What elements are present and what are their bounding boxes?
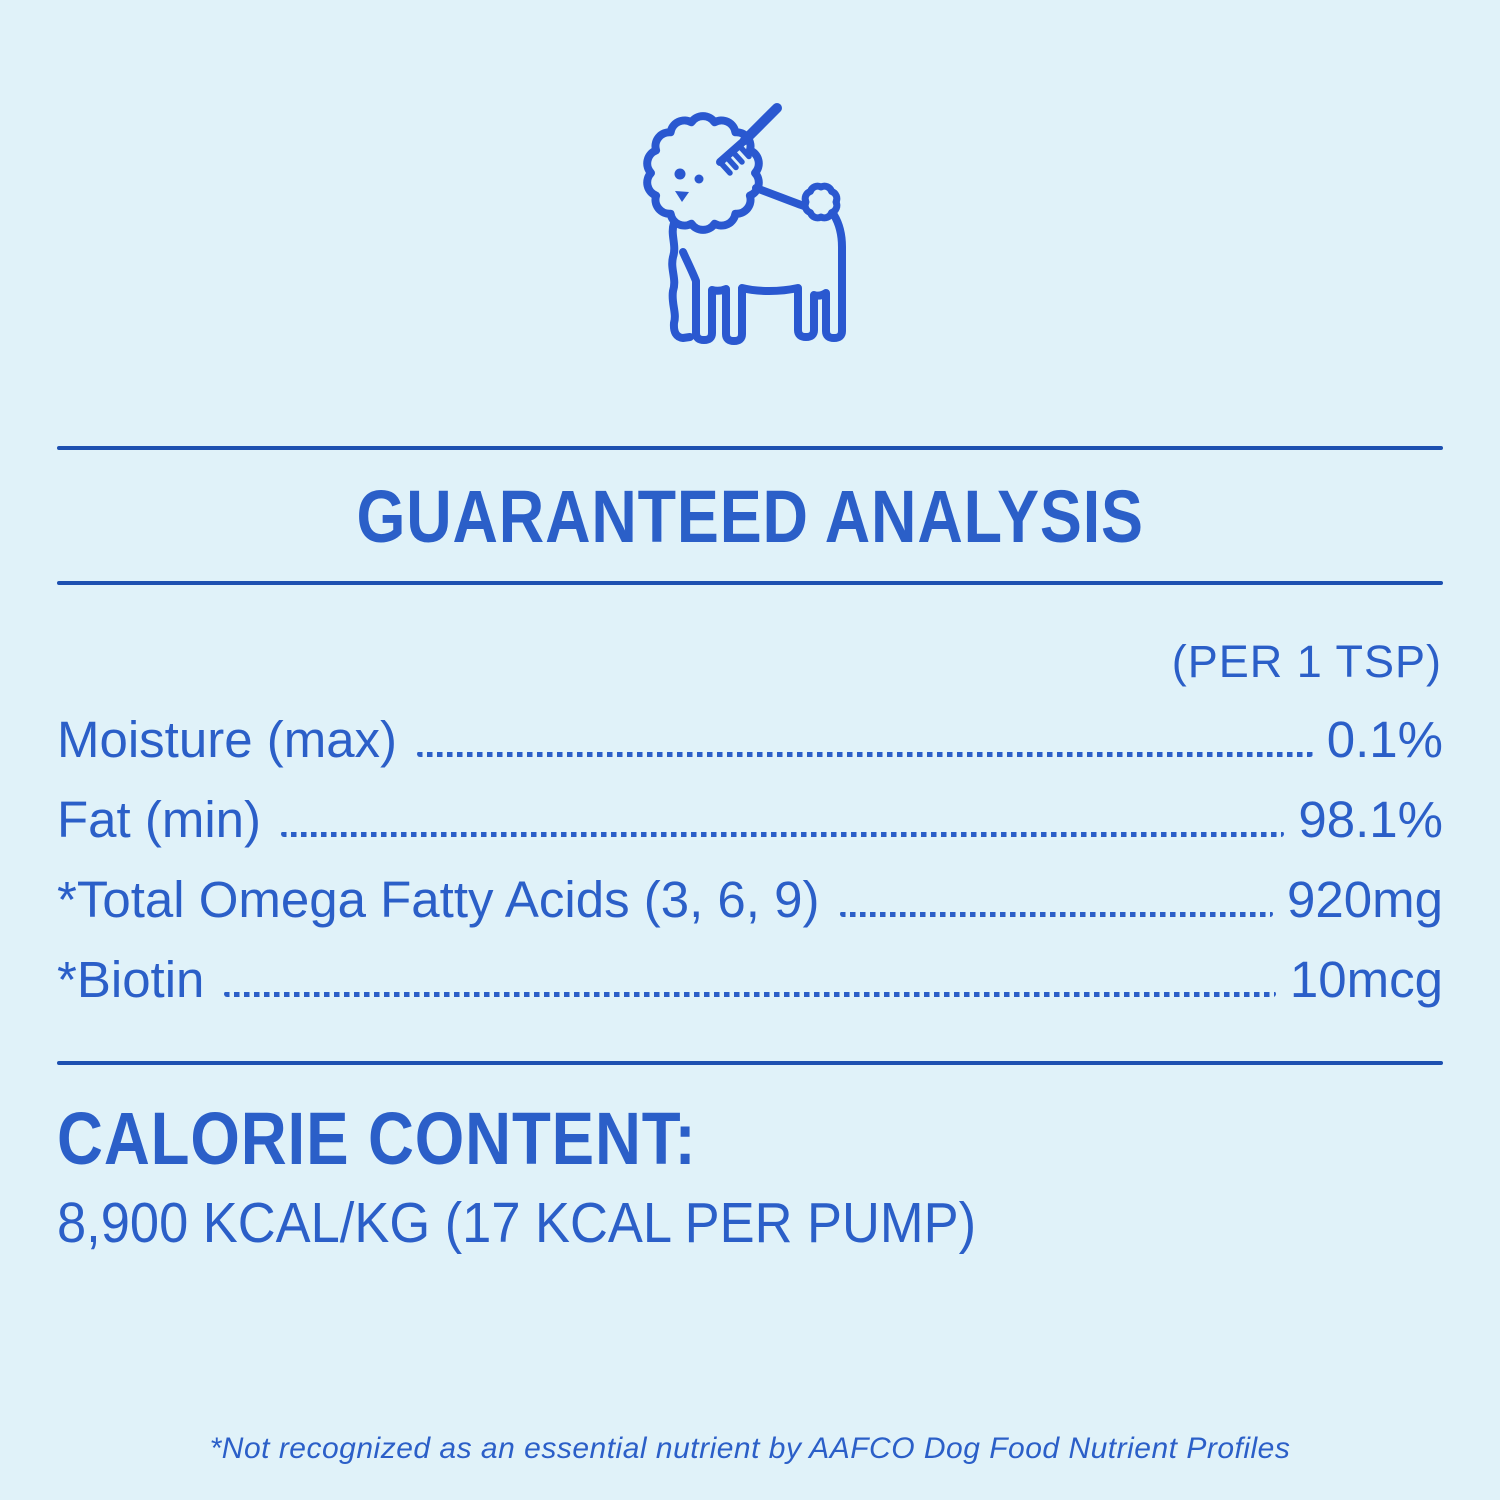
table-row: [57, 700, 1443, 780]
row-label: Fat (min): [57, 791, 261, 848]
table-row: [57, 940, 1443, 1020]
row-label: *Total Omega Fatty Acids (3, 6, 9): [57, 871, 820, 928]
row-value: 0.1%: [1326, 711, 1443, 768]
dotted-leader: [281, 831, 1284, 837]
divider-top: [57, 446, 1443, 450]
aafco-footnote: *Not recognized as an essential nutrient by AAFCO Dog Food Nutrient Profiles: [209, 1432, 1291, 1465]
calorie-content-heading-text: CALORIE CONTENT:: [57, 1097, 697, 1180]
row-value: 98.1%: [1298, 791, 1443, 848]
row-value: 920mg: [1287, 871, 1443, 928]
row-label: *Biotin: [57, 951, 205, 1008]
row-label: Moisture (max): [57, 711, 398, 768]
page-title-text: GUARANTEED ANALYSIS: [356, 475, 1144, 558]
table-row: [57, 780, 1443, 860]
calorie-content-detail: [57, 1188, 1056, 1258]
divider-above-calories: [57, 1061, 1443, 1065]
divider-under-title: [57, 581, 1443, 585]
page-title: [0, 462, 1500, 572]
serving-note: (PER 1 TSP): [1171, 636, 1442, 687]
dog-grooming-icon: [630, 95, 870, 350]
dotted-leader: [224, 991, 1276, 997]
analysis-table: [57, 700, 1443, 1020]
calorie-content-detail-text: 8,900 KCAL/KG (17 KCAL PER PUMP): [57, 1191, 977, 1255]
table-row: [57, 860, 1443, 940]
row-value: 10mcg: [1289, 951, 1443, 1008]
dotted-leader: [417, 751, 1313, 757]
dotted-leader: [840, 911, 1274, 917]
calorie-content-heading: [57, 1096, 801, 1182]
